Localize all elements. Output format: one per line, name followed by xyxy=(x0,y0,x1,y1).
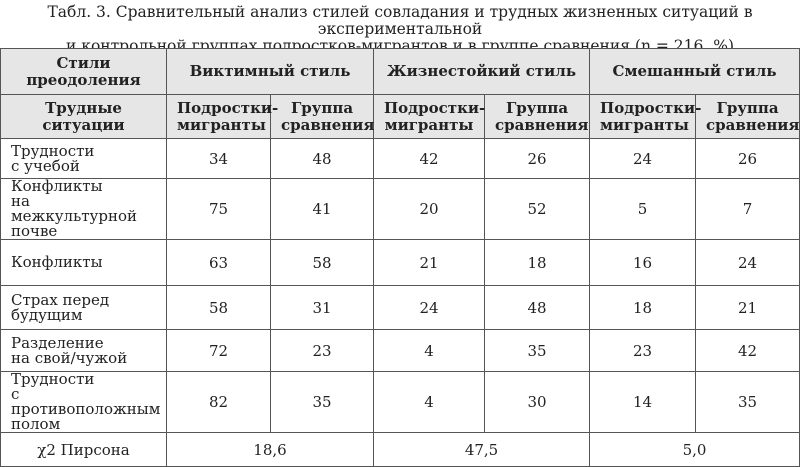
table-row xyxy=(1,372,800,433)
value-cell: 5 xyxy=(590,179,696,240)
value-cell: 42 xyxy=(374,139,485,179)
value-cell: 48 xyxy=(485,286,590,330)
header-row-groups xyxy=(1,95,800,139)
table-row xyxy=(1,286,800,330)
difficult-situations-header: Трудные ситуации xyxy=(1,95,167,139)
chi-square-value-mixed: 5,0 xyxy=(590,433,800,467)
row-label: Конфликты xyxy=(1,240,167,286)
value-cell: 20 xyxy=(374,179,485,240)
caption-line-1: Табл. 3. Сравнительный анализ стилей совладания и трудных жизненных ситуаций в экспериментальной xyxy=(47,3,753,38)
value-cell: 58 xyxy=(167,286,271,330)
value-cell: 58 xyxy=(271,240,374,286)
value-cell: 48 xyxy=(271,139,374,179)
value-cell: 14 xyxy=(590,372,696,433)
value-cell: 7 xyxy=(696,179,800,240)
row-label: Трудности с учебой xyxy=(1,139,167,179)
migrants-header: Подростки- мигранты xyxy=(590,95,696,139)
migrants-header: Подростки- мигранты xyxy=(374,95,485,139)
value-cell: 52 xyxy=(485,179,590,240)
table-row xyxy=(1,179,800,240)
value-cell: 35 xyxy=(485,330,590,372)
chi-square-value-resilient: 47,5 xyxy=(374,433,590,467)
value-cell: 21 xyxy=(696,286,800,330)
value-cell: 23 xyxy=(590,330,696,372)
value-cell: 42 xyxy=(696,330,800,372)
value-cell: 4 xyxy=(374,330,485,372)
row-label: Трудности с противоположным полом xyxy=(1,372,167,433)
victim-style-header: Виктимный стиль xyxy=(167,49,374,95)
chi-square-label: χ2 Пирсона xyxy=(1,433,167,467)
value-cell: 24 xyxy=(696,240,800,286)
value-cell: 63 xyxy=(167,240,271,286)
chi-square-value-victim: 18,6 xyxy=(167,433,374,467)
value-cell: 16 xyxy=(590,240,696,286)
value-cell: 35 xyxy=(271,372,374,433)
value-cell: 75 xyxy=(167,179,271,240)
value-cell: 24 xyxy=(374,286,485,330)
value-cell: 21 xyxy=(374,240,485,286)
value-cell: 41 xyxy=(271,179,374,240)
value-cell: 31 xyxy=(271,286,374,330)
value-cell: 82 xyxy=(167,372,271,433)
mixed-style-header: Смешанный стиль xyxy=(590,49,800,95)
value-cell: 18 xyxy=(485,240,590,286)
resilient-style-header: Жизнестойкий стиль xyxy=(374,49,590,95)
comparison-header: Группа сравнения xyxy=(485,95,590,139)
table-row xyxy=(1,240,800,286)
value-cell: 35 xyxy=(696,372,800,433)
value-cell: 34 xyxy=(167,139,271,179)
migrants-header: Подростки- мигранты xyxy=(167,95,271,139)
value-cell: 24 xyxy=(590,139,696,179)
header-row-styles xyxy=(1,49,800,95)
value-cell: 23 xyxy=(271,330,374,372)
row-label: Конфликты на межкультурной почве xyxy=(1,179,167,240)
row-label: Страх перед будущим xyxy=(1,286,167,330)
value-cell: 30 xyxy=(485,372,590,433)
value-cell: 4 xyxy=(374,372,485,433)
value-cell: 18 xyxy=(590,286,696,330)
comparison-header: Группа сравнения xyxy=(271,95,374,139)
comparison-header: Группа сравнения xyxy=(696,95,800,139)
table-row xyxy=(1,139,800,179)
value-cell: 26 xyxy=(485,139,590,179)
coping-styles-header: Стили преодоления xyxy=(1,49,167,95)
row-label: Разделение на свой/чужой xyxy=(1,330,167,372)
chi-square-row xyxy=(1,433,800,467)
coping-styles-table xyxy=(0,48,800,467)
table-row xyxy=(1,330,800,372)
caption-line-2: и контрольной группах подростков-мигрантов и в группе сравнения (n = 216, %) xyxy=(66,37,734,55)
value-cell: 72 xyxy=(167,330,271,372)
value-cell: 26 xyxy=(696,139,800,179)
